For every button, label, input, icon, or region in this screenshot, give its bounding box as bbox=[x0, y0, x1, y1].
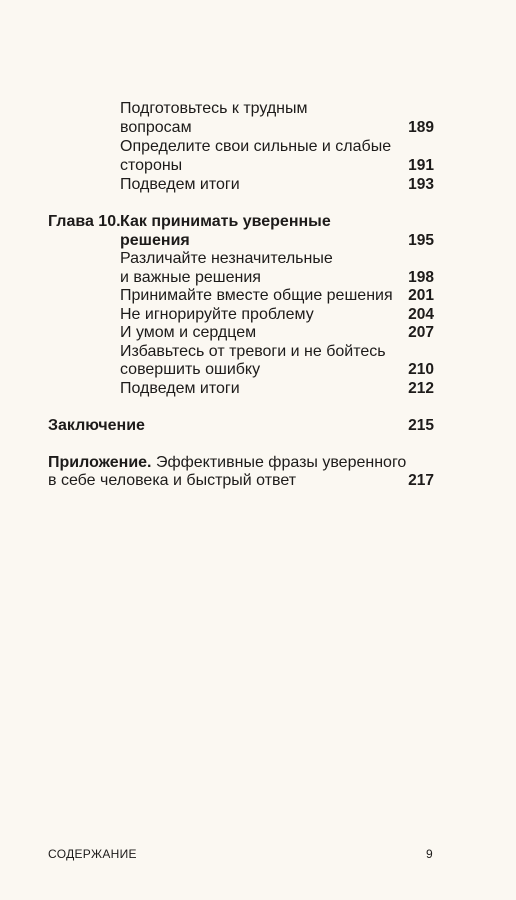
toc-entry-line: Определите свои сильные и слабые bbox=[120, 138, 392, 155]
chapter-title-line: Как принимать уверенные bbox=[120, 213, 331, 230]
toc-page-number: 215 bbox=[408, 417, 434, 434]
toc-entry-line: вопросам bbox=[120, 119, 192, 136]
toc-entry-line: стороны bbox=[120, 157, 183, 174]
appendix-label: Приложение. bbox=[48, 454, 152, 471]
toc-page-number: 204 bbox=[408, 306, 434, 323]
toc-page-number: 189 bbox=[408, 119, 434, 136]
toc-page-number: 198 bbox=[408, 269, 434, 286]
toc-entry-line: совершить ошибку bbox=[120, 361, 261, 378]
toc-entry-line: Подготовьтесь к трудным bbox=[120, 100, 308, 117]
toc-page-number: 210 bbox=[408, 361, 434, 378]
toc-entry-line: и важные решения bbox=[120, 269, 261, 286]
toc-entry-line: Принимайте вместе общие решения bbox=[120, 287, 393, 304]
toc-page-number: 195 bbox=[408, 232, 434, 249]
toc-page-number: 193 bbox=[408, 176, 434, 193]
appendix-line bbox=[48, 453, 406, 472]
toc-page-number: 212 bbox=[408, 380, 434, 397]
conclusion-title: Заключение bbox=[48, 417, 145, 434]
appendix-title-part: Эффективные фразы уверенного bbox=[151, 454, 407, 471]
chapter-title-line: решения bbox=[120, 232, 190, 249]
toc-entry-line: Избавьтесь от тревоги и не бойтесь bbox=[120, 343, 386, 360]
toc-page-number: 217 bbox=[408, 472, 434, 489]
toc-entry-line: И умом и сердцем bbox=[120, 324, 257, 341]
toc-entry-line: Различайте незначительные bbox=[120, 250, 333, 267]
toc-page-number: 201 bbox=[408, 287, 434, 304]
chapter-label: Глава 10. bbox=[48, 213, 121, 230]
page-number: 9 bbox=[426, 847, 433, 861]
toc-entry-line: Подведем итоги bbox=[120, 176, 240, 193]
toc-page-number: 191 bbox=[408, 157, 434, 174]
toc-entry-line: Не игнорируйте проблему bbox=[120, 306, 314, 323]
appendix-line: в себе человека и быстрый ответ bbox=[48, 472, 297, 489]
toc-page-number: 207 bbox=[408, 324, 434, 341]
toc-entry-line: Подведем итоги bbox=[120, 380, 240, 397]
running-footer-section: СОДЕРЖАНИЕ bbox=[48, 847, 137, 861]
